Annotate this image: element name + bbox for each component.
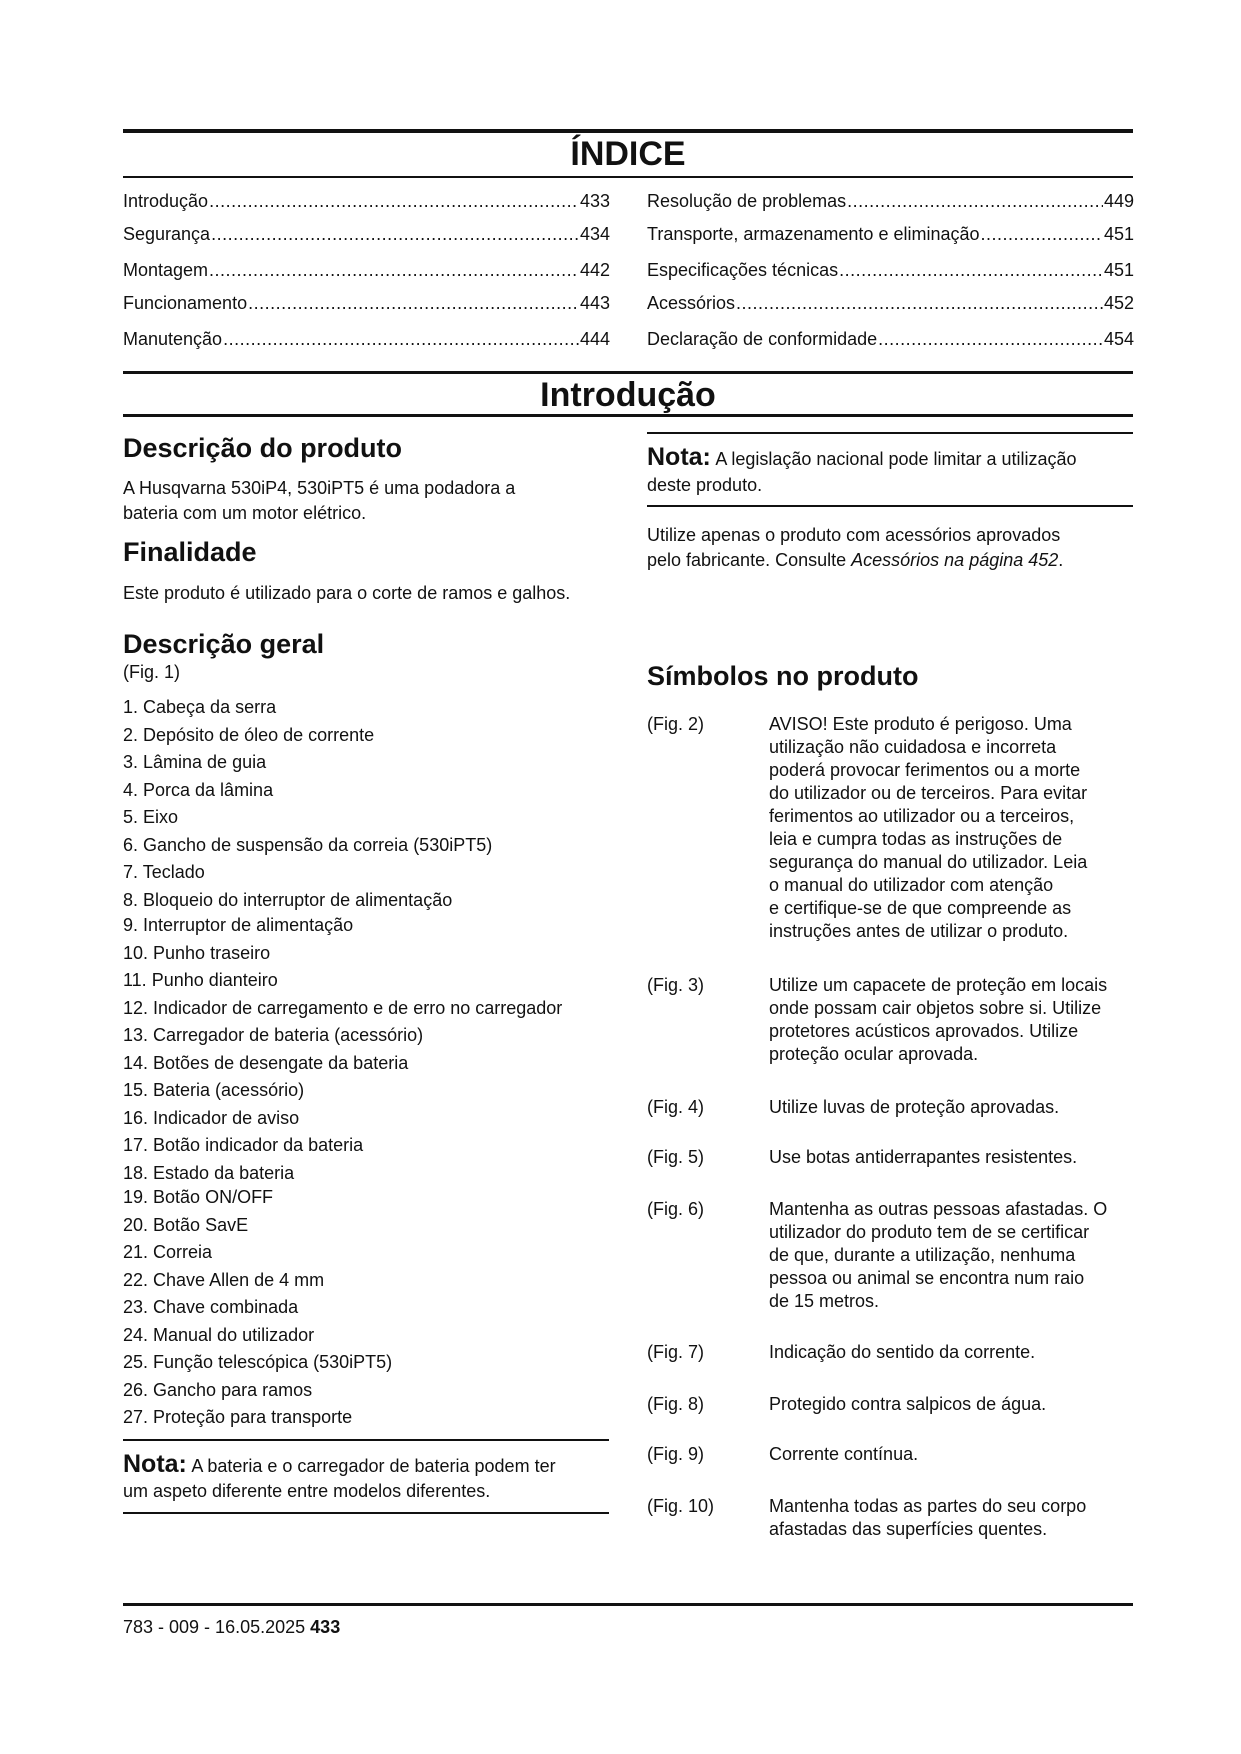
symbol-line: Mantenha todas as partes do seu corpo — [769, 1496, 1087, 1516]
toc-entry-label: Introdução — [123, 191, 209, 211]
list-item: 20. Botão SavE — [123, 1214, 249, 1235]
symbol-figure-ref: (Fig. 5) — [647, 1147, 705, 1167]
toc-leader — [209, 259, 579, 281]
toc-leader — [839, 259, 1103, 281]
symbol-line: utilização não cuidadosa e incorreta — [769, 737, 1057, 757]
symbol-line: do utilizador ou de terceiros. Para evitar — [769, 783, 1088, 803]
note-right — [647, 442, 1133, 476]
toc-entry-label: Montagem — [123, 260, 209, 280]
symbol-figure-ref: (Fig. 3) — [647, 975, 705, 995]
symbol-description — [769, 1198, 1139, 1313]
symbol-line: Corrente contínua. — [769, 1444, 919, 1464]
list-item: 23. Chave combinada — [123, 1297, 299, 1317]
toc-top-rule — [123, 129, 1133, 133]
toc-entry-page: 449 — [1103, 191, 1134, 211]
symbol-line: e certifique-se de que compreende as — [769, 898, 1072, 918]
toc-entry-page: 451 — [1103, 260, 1134, 280]
note-rule-top — [123, 1439, 609, 1441]
list-item: 17. Botão indicador da bateria — [123, 1135, 364, 1155]
symbol-description — [769, 1393, 1139, 1416]
list-item: 8. Bloqueio do interruptor de alimentação — [123, 889, 453, 910]
list-item: 12. Indicador de carregamento e de erro no carregador — [123, 997, 563, 1018]
toc-entry[interactable] — [647, 223, 1134, 245]
symbol-line: onde possam cair objetos sobre si. Utilize — [769, 998, 1102, 1018]
toc-entry[interactable] — [123, 292, 610, 314]
toc-leader — [736, 292, 1103, 314]
toc-leader — [223, 328, 579, 350]
document-code: 783 - 009 - 16.05.2025 — [123, 1617, 306, 1637]
list-item: 5. Eixo — [123, 807, 179, 827]
accessories-page-link[interactable]: Acessórios na página 452 — [851, 550, 1059, 570]
overview-figure-ref: (Fig. 1) — [123, 662, 181, 682]
list-item: 18. Estado da bateria — [123, 1162, 295, 1183]
list-item: 10. Punho traseiro — [123, 942, 271, 963]
symbol-line: protetores acústicos aprovados. Utilize — [769, 1021, 1079, 1041]
note-label: Nota: — [123, 1450, 187, 1478]
toc-title-rule — [123, 176, 1133, 178]
symbol-line: Utilize um capacete de proteção em locais — [769, 975, 1108, 995]
list-item: 22. Chave Allen de 4 mm — [123, 1269, 325, 1290]
toc-entry-label: Transporte, armazenamento e eliminação — [647, 224, 980, 244]
symbols-heading: Símbolos no produto — [647, 661, 919, 691]
symbol-line: ferimentos ao utilizador ou a terceiros, — [769, 806, 1075, 826]
symbol-line: instruções antes de utilizar o produto. — [769, 921, 1069, 941]
accessories-period: . — [1058, 550, 1064, 570]
toc-entry-page: 434 — [579, 224, 610, 244]
list-item: 25. Função telescópica (530iPT5) — [123, 1352, 393, 1372]
list-item: 15. Bateria (acessório) — [123, 1080, 305, 1100]
symbol-figure-ref: (Fig. 7) — [647, 1342, 705, 1362]
purpose-heading: Finalidade — [123, 537, 257, 567]
page-number: 433 — [310, 1617, 341, 1637]
symbol-description — [769, 1146, 1139, 1169]
toc-entry-label: Resolução de problemas — [647, 191, 847, 211]
toc-entry-label: Declaração de conformidade — [647, 329, 878, 349]
list-item: 21. Correia — [123, 1242, 213, 1262]
note-rule-bottom — [123, 1512, 609, 1514]
symbol-line: segurança do manual do utilizador. Leia — [769, 852, 1088, 872]
toc-entry-label: Segurança — [123, 224, 211, 244]
toc-entry-page: 454 — [1103, 329, 1134, 349]
symbol-description — [769, 1096, 1139, 1119]
purpose-text: Este produto é utilizado para o corte de ramos e galhos. — [123, 583, 571, 603]
list-item: 4. Porca da lâmina — [123, 779, 274, 800]
symbol-figure-ref: (Fig. 9) — [647, 1444, 705, 1464]
toc-entry-page: 452 — [1103, 293, 1134, 313]
toc-entry[interactable] — [647, 292, 1134, 314]
symbol-line: Mantenha as outras pessoas afastadas. O — [769, 1199, 1108, 1219]
note-rule-top — [647, 432, 1133, 434]
symbol-line: poderá provocar ferimentos ou a morte — [769, 760, 1081, 780]
symbol-line: afastadas das superfícies quentes. — [769, 1519, 1048, 1539]
note-text: A bateria e o carregador de bateria podem ter — [191, 1456, 556, 1476]
note-text: um aspeto diferente entre modelos diferentes. — [123, 1481, 491, 1501]
list-item: 14. Botões de desengate da bateria — [123, 1052, 409, 1073]
note-rule-bottom — [647, 505, 1133, 507]
note-label: Nota: — [647, 443, 711, 471]
product-description-heading: Descrição do produto — [123, 433, 403, 463]
symbol-line: o manual do utilizador com atenção — [769, 875, 1054, 895]
list-item: 11. Punho dianteiro — [123, 970, 278, 990]
toc-leader — [248, 292, 579, 314]
toc-title: ÍNDICE — [570, 135, 686, 173]
overview-heading: Descrição geral — [123, 629, 325, 659]
symbol-line: de que, durante a utilização, nenhuma — [769, 1245, 1076, 1265]
symbol-figure-ref: (Fig. 4) — [647, 1097, 705, 1117]
toc-entry-page: 451 — [1103, 224, 1134, 244]
list-item: 7. Teclado — [123, 862, 205, 882]
toc-leader — [981, 223, 1103, 245]
toc-entry-label: Funcionamento — [123, 293, 248, 313]
symbol-line: de 15 metros. — [769, 1291, 880, 1311]
toc-entry[interactable] — [123, 328, 610, 350]
symbol-description — [769, 1341, 1139, 1364]
list-item: 26. Gancho para ramos — [123, 1379, 313, 1400]
list-item: 2. Depósito de óleo de corrente — [123, 724, 375, 745]
list-item: 6. Gancho de suspensão da correia (530iPT5) — [123, 834, 493, 855]
toc-entry-page: 442 — [579, 260, 610, 280]
list-item: 27. Proteção para transporte — [123, 1407, 353, 1427]
list-item: 1. Cabeça da serra — [123, 697, 277, 717]
symbol-description — [769, 1443, 1139, 1466]
intro-top-rule — [123, 371, 1133, 374]
toc-leader — [211, 223, 579, 245]
toc-entry-label: Especificações técnicas — [647, 260, 839, 280]
symbol-line: leia e cumpra todas as instruções de — [769, 829, 1063, 849]
footer-rule — [123, 1603, 1133, 1606]
symbol-description — [769, 713, 1139, 943]
toc-leader — [847, 190, 1103, 212]
list-item: 19. Botão ON/OFF — [123, 1187, 274, 1207]
toc-entry-label: Acessórios — [647, 293, 736, 313]
symbol-line: Protegido contra salpicos de água. — [769, 1394, 1047, 1414]
toc-entry[interactable] — [123, 223, 610, 245]
toc-entry-page: 444 — [579, 329, 610, 349]
symbol-figure-ref: (Fig. 10) — [647, 1496, 715, 1516]
note-text: A legislação nacional pode limitar a utilização — [715, 449, 1077, 469]
list-item: 13. Carregador de bateria (acessório) — [123, 1025, 424, 1045]
symbol-line: utilizador do produto tem de se certificar — [769, 1222, 1090, 1242]
note-text: deste produto. — [647, 475, 763, 495]
toc-entry-page: 443 — [579, 293, 610, 313]
product-description-line: bateria com um motor elétrico. — [123, 503, 367, 523]
symbol-line: pessoa ou animal se encontra num raio — [769, 1268, 1085, 1288]
intro-title-rule — [123, 414, 1133, 417]
accessories-line — [647, 547, 1063, 573]
accessories-line: Utilize apenas o produto com acessórios aprovados — [647, 525, 1061, 545]
intro-title: Introdução — [540, 376, 716, 414]
list-item: 16. Indicador de aviso — [123, 1107, 300, 1128]
toc-entry[interactable] — [647, 190, 1134, 212]
symbol-figure-ref: (Fig. 2) — [647, 714, 705, 734]
list-item: 9. Interruptor de alimentação — [123, 915, 354, 935]
accessories-text: pelo fabricante. Consulte — [647, 550, 852, 570]
toc-entry[interactable] — [123, 190, 610, 212]
symbol-description — [769, 974, 1139, 1066]
product-description-line: A Husqvarna 530iP4, 530iPT5 é uma podadora a — [123, 478, 516, 498]
toc-entry-label: Manutenção — [123, 329, 223, 349]
toc-entry[interactable] — [647, 328, 1134, 350]
symbol-line: Utilize luvas de proteção aprovadas. — [769, 1097, 1060, 1117]
list-item: 3. Lâmina de guia — [123, 752, 267, 772]
symbol-description — [769, 1495, 1139, 1541]
symbol-line: proteção ocular aprovada. — [769, 1044, 979, 1064]
symbol-line: Use botas antiderrapantes resistentes. — [769, 1147, 1078, 1167]
page-footer — [123, 1616, 340, 1638]
toc-entry[interactable] — [647, 259, 1134, 281]
toc-leader — [878, 328, 1103, 350]
toc-leader — [209, 190, 579, 212]
symbol-line: Indicação do sentido da corrente. — [769, 1342, 1036, 1362]
toc-entry-page: 433 — [579, 191, 610, 211]
symbol-figure-ref: (Fig. 6) — [647, 1199, 705, 1219]
list-item: 24. Manual do utilizador — [123, 1324, 315, 1345]
symbol-figure-ref: (Fig. 8) — [647, 1394, 705, 1414]
symbol-line: AVISO! Este produto é perigoso. Uma — [769, 714, 1072, 734]
toc-entry[interactable] — [123, 259, 610, 281]
